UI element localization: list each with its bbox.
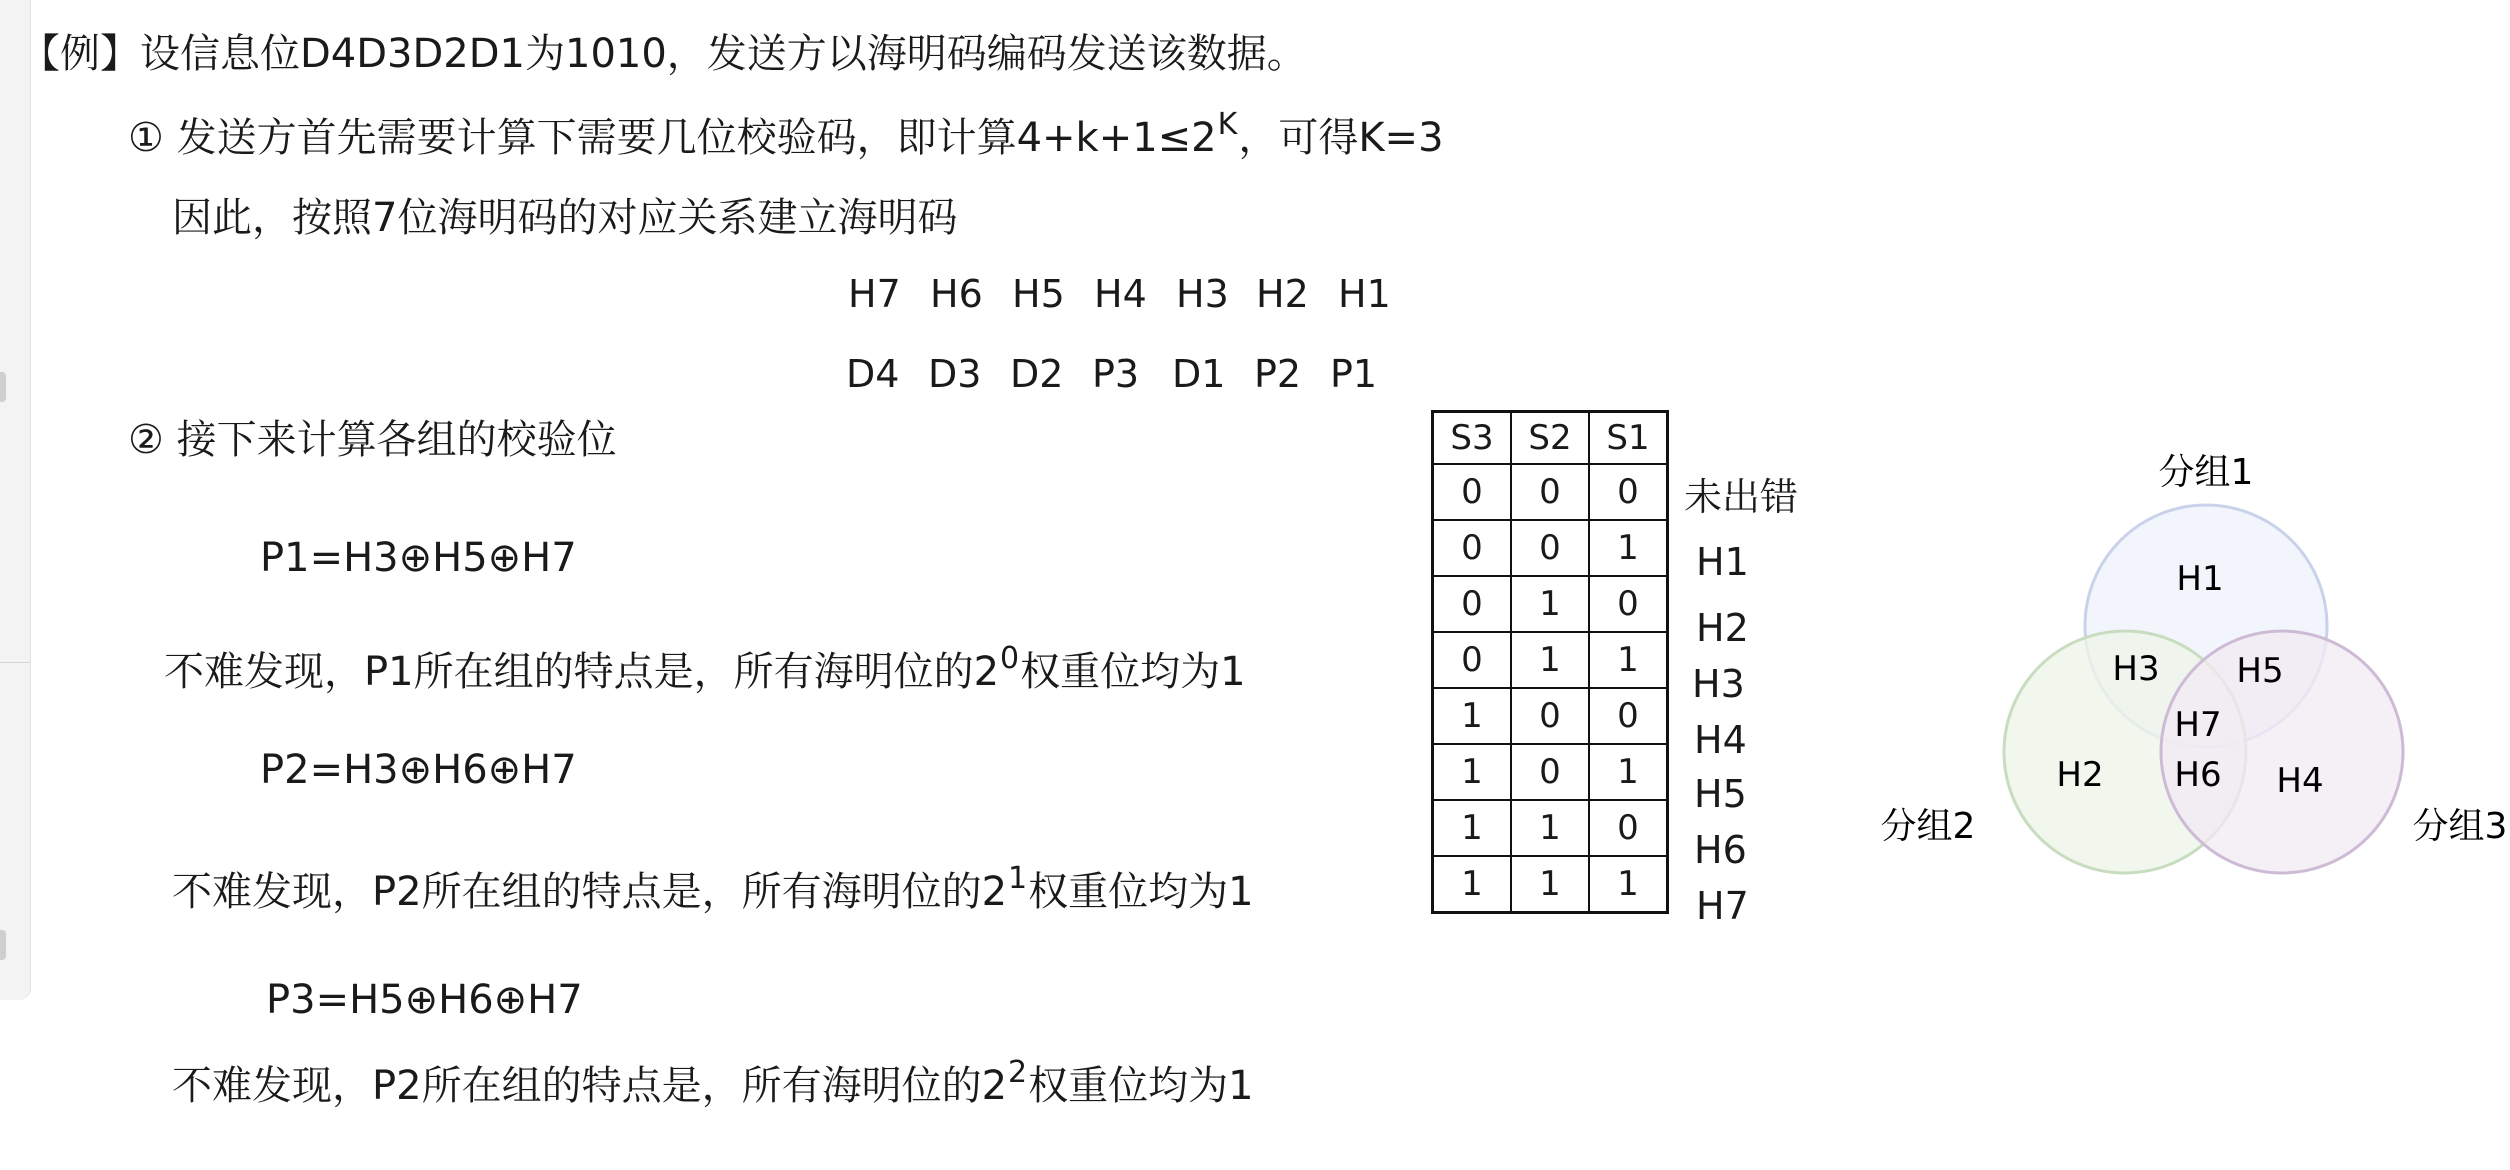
note-sup: 0 [1000,641,1020,676]
table-cell: 1 [1433,800,1512,856]
syndrome-label: 未出错 [1684,475,1799,519]
table-header-row [1433,412,1668,465]
formula-note-p1 [164,641,1246,695]
mapping-cell: H2 [1256,272,1309,316]
step2-text: 接下来计算各组的校验位 [176,417,617,463]
table-row [1433,464,1668,520]
note-sup: 1 [1008,861,1028,896]
table-cell: 0 [1511,744,1589,800]
table-cell: 1 [1589,632,1668,688]
step1-text-after: ，可得K=3 [1238,115,1444,161]
venn-diagram [1860,440,2510,880]
panel-divider [0,662,30,663]
table-cell: 1 [1589,520,1668,576]
region-label: H5 [2236,651,2284,691]
table-cell: 0 [1433,632,1512,688]
example-prefix: 【例】 [20,31,140,77]
syndrome-label: H2 [1696,606,1749,650]
mapping-cell: D1 [1172,352,1226,396]
table-cell: 1 [1589,744,1668,800]
syndrome-label: H3 [1692,662,1745,706]
table-cell: 1 [1511,576,1589,632]
table-cell: 0 [1589,800,1668,856]
step1-text: 发送方首先需要计算下需要几位校验码，即计算4+k+1≤2 [176,115,1217,161]
mapping-cell: P2 [1254,352,1302,396]
table-row [1433,576,1668,632]
formula-p3: P3=H5⊕H6⊕H7 [266,977,583,1023]
table-cell: 0 [1433,464,1512,520]
syndrome-table [1431,410,1669,914]
formula-p2: P2=H3⊕H6⊕H7 [260,747,577,793]
syndrome-label: H6 [1694,828,1747,872]
table-cell: 1 [1511,800,1589,856]
table-cell: 0 [1511,520,1589,576]
table-cell: 1 [1433,744,1512,800]
step1-line2: 因此，按照7位海明码的对应关系建立海明码 [172,195,958,241]
step1-marker: ① [128,115,164,161]
panel-edge-handle[interactable] [0,372,6,402]
syndrome-label: H5 [1694,772,1747,816]
mapping-cell: H1 [1338,272,1391,316]
left-side-panel [0,0,31,1000]
table-cell: 1 [1511,632,1589,688]
table-row [1433,520,1668,576]
table-cell: 1 [1511,856,1589,912]
table-row [1433,800,1668,856]
formula-note-p2 [172,861,1254,915]
region-label: H4 [2276,761,2324,801]
formula-note-p3 [172,1055,1254,1109]
note-sup: 2 [1008,1055,1028,1090]
table-cell: 0 [1433,576,1512,632]
mapping-cell: D2 [1010,352,1064,396]
mapping-cell: H4 [1094,272,1147,316]
mapping-cell: D4 [846,352,900,396]
table-row [1433,856,1668,912]
note-text: 不难发现，P1所在组的特点是，所有海明位的2 [164,649,1000,695]
table-cell: 0 [1511,464,1589,520]
table-cell: 1 [1433,856,1512,912]
mapping-cell: P1 [1330,352,1378,396]
note-text-after: 权重位均为1 [1028,869,1254,915]
region-label: H1 [2176,559,2224,599]
table-row [1433,632,1668,688]
header-cell: S3 [1433,412,1512,465]
note-text-after: 权重位均为1 [1020,649,1246,695]
table-cell: 0 [1589,576,1668,632]
header-cell: S2 [1511,412,1589,465]
syndrome-label: H4 [1694,718,1747,762]
header-cell: S1 [1589,412,1668,465]
syndrome-label: H1 [1696,540,1749,584]
note-text: 不难发现，P2所在组的特点是，所有海明位的2 [172,1063,1008,1109]
table-cell: 0 [1589,464,1668,520]
formula-p1: P1=H3⊕H5⊕H7 [260,535,577,581]
step2-marker: ② [128,417,164,463]
group2-label: 分组2 [1880,806,1976,847]
region-label: H6 [2174,755,2222,795]
syndrome-label: H7 [1696,884,1749,928]
mapping-cell: H6 [930,272,983,316]
region-label: H7 [2174,705,2222,745]
table-cell: 0 [1589,688,1668,744]
table-row [1433,744,1668,800]
step1-line [128,107,1444,161]
group3-label: 分组3 [2412,806,2508,847]
mapping-cell: H5 [1012,272,1065,316]
mapping-cell: H3 [1176,272,1229,316]
panel-edge-handle[interactable] [0,930,6,960]
step1-sup: K [1217,107,1238,142]
region-label: H2 [2056,755,2104,795]
note-text-after: 权重位均为1 [1028,1063,1254,1109]
mapping-cell: P3 [1092,352,1140,396]
mapping-cell: D3 [928,352,982,396]
table-row [1433,688,1668,744]
table-cell: 1 [1589,856,1668,912]
table-cell: 0 [1433,520,1512,576]
note-text: 不难发现，P2所在组的特点是，所有海明位的2 [172,869,1008,915]
mapping-cell: H7 [848,272,901,316]
example-intro-text: 设信息位D4D3D2D1为1010，发送方以海明码编码发送该数据。 [140,31,1307,77]
group1-label: 分组1 [2158,452,2254,493]
table-cell: 1 [1433,688,1512,744]
region-label: H3 [2112,649,2160,689]
step2-line [128,417,617,463]
table-cell: 0 [1511,688,1589,744]
example-intro [20,31,1307,77]
